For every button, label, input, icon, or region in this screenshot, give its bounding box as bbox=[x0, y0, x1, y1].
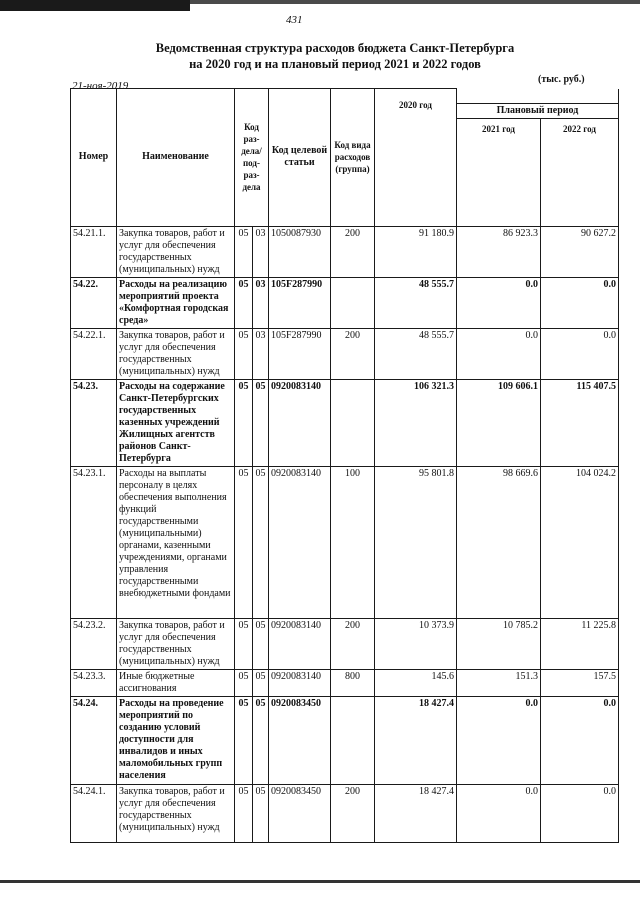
row-value-2020: 48 555.7 bbox=[375, 277, 457, 328]
row-kind-code: 800 bbox=[331, 669, 375, 696]
row-target-code: 0920083140 bbox=[269, 669, 331, 696]
row-value-2021: 98 669.6 bbox=[457, 466, 541, 618]
header-section-code: Код раз-дела/ под-раз-дела bbox=[235, 89, 269, 227]
row-subsection: 05 bbox=[253, 784, 269, 842]
row-kind-code: 200 bbox=[331, 618, 375, 669]
table-row bbox=[71, 696, 619, 784]
row-kind-code: 200 bbox=[331, 784, 375, 842]
table-row bbox=[71, 618, 619, 669]
row-subsection: 05 bbox=[253, 379, 269, 466]
page-title bbox=[100, 40, 570, 72]
row-kind-code bbox=[331, 277, 375, 328]
row-subsection: 03 bbox=[253, 226, 269, 277]
row-name: Иные бюджетные ассигнования bbox=[117, 669, 235, 696]
row-value-2020: 18 427.4 bbox=[375, 696, 457, 784]
header-2021: 2021 год bbox=[457, 118, 541, 226]
row-kind-code bbox=[331, 696, 375, 784]
row-subsection: 03 bbox=[253, 328, 269, 379]
row-subsection: 03 bbox=[253, 277, 269, 328]
header-plan-period: Плановый период bbox=[457, 103, 619, 118]
row-kind-code: 200 bbox=[331, 226, 375, 277]
table-row bbox=[71, 379, 619, 466]
header-name: Наименование bbox=[117, 89, 235, 227]
header-2020: 2020 год bbox=[375, 89, 457, 227]
row-value-2021: 109 606.1 bbox=[457, 379, 541, 466]
row-target-code: 0920083140 bbox=[269, 379, 331, 466]
row-value-2022: 90 627.2 bbox=[541, 226, 619, 277]
row-target-code: 105F287990 bbox=[269, 277, 331, 328]
page-number: 431 bbox=[286, 14, 303, 26]
title-line-2: на 2020 год и на плановый период 2021 и 2022 годов bbox=[189, 57, 481, 71]
row-number: 54.23. bbox=[71, 379, 117, 466]
row-value-2020: 95 801.8 bbox=[375, 466, 457, 618]
row-name: Закупка товаров, работ и услуг для обеспечения государственных (муниципальных) нужд bbox=[117, 784, 235, 842]
row-section: 05 bbox=[235, 784, 253, 842]
row-number: 54.22.1. bbox=[71, 328, 117, 379]
units-label: (тыс. руб.) bbox=[538, 74, 585, 85]
row-value-2021: 151.3 bbox=[457, 669, 541, 696]
table-row bbox=[71, 669, 619, 696]
table-body bbox=[71, 226, 619, 842]
row-value-2020: 106 321.3 bbox=[375, 379, 457, 466]
row-value-2021: 0.0 bbox=[457, 696, 541, 784]
row-section: 05 bbox=[235, 226, 253, 277]
row-subsection: 05 bbox=[253, 618, 269, 669]
row-target-code: 0920083140 bbox=[269, 466, 331, 618]
row-section: 05 bbox=[235, 466, 253, 618]
row-number: 54.23.3. bbox=[71, 669, 117, 696]
row-number: 54.23.2. bbox=[71, 618, 117, 669]
table-row bbox=[71, 226, 619, 277]
row-section: 05 bbox=[235, 328, 253, 379]
row-value-2022: 0.0 bbox=[541, 784, 619, 842]
row-kind-code: 200 bbox=[331, 328, 375, 379]
row-number: 54.21.1. bbox=[71, 226, 117, 277]
header-number: Номер bbox=[71, 89, 117, 227]
row-name: Расходы на выплаты персоналу в целях обеспечения выполнения функций государственными (муниципальными) органами, казенными учреждениями, органами управления государственными внебюджетными фондами bbox=[117, 466, 235, 618]
row-section: 05 bbox=[235, 379, 253, 466]
row-value-2020: 48 555.7 bbox=[375, 328, 457, 379]
row-section: 05 bbox=[235, 618, 253, 669]
row-target-code: 1050087930 bbox=[269, 226, 331, 277]
header-plan-spacer bbox=[457, 89, 619, 104]
document-date: 21-ноя-2019 bbox=[72, 80, 129, 92]
row-number: 54.24. bbox=[71, 696, 117, 784]
row-value-2020: 145.6 bbox=[375, 669, 457, 696]
row-subsection: 05 bbox=[253, 466, 269, 618]
row-section: 05 bbox=[235, 277, 253, 328]
row-value-2022: 11 225.8 bbox=[541, 618, 619, 669]
row-subsection: 05 bbox=[253, 696, 269, 784]
header-2022: 2022 год bbox=[541, 118, 619, 226]
title-line-1: Ведомственная структура расходов бюджета Санкт-Петербурга bbox=[155, 41, 515, 55]
row-target-code: 0920083450 bbox=[269, 784, 331, 842]
scan-edge-mark bbox=[190, 0, 640, 4]
row-value-2021: 10 785.2 bbox=[457, 618, 541, 669]
table-row bbox=[71, 466, 619, 618]
row-value-2020: 18 427.4 bbox=[375, 784, 457, 842]
row-target-code: 105F287990 bbox=[269, 328, 331, 379]
row-kind-code bbox=[331, 379, 375, 466]
row-value-2020: 91 180.9 bbox=[375, 226, 457, 277]
row-kind-code: 100 bbox=[331, 466, 375, 618]
scan-edge-mark bbox=[0, 880, 640, 883]
row-value-2022: 0.0 bbox=[541, 696, 619, 784]
row-value-2021: 0.0 bbox=[457, 328, 541, 379]
row-name: Закупка товаров, работ и услуг для обеспечения государственных (муниципальных) нужд bbox=[117, 618, 235, 669]
row-number: 54.22. bbox=[71, 277, 117, 328]
table-row bbox=[71, 328, 619, 379]
header-target-code: Код целевой статьи bbox=[269, 89, 331, 227]
row-value-2022: 157.5 bbox=[541, 669, 619, 696]
row-name: Закупка товаров, работ и услуг для обеспечения государственных (муниципальных) нужд bbox=[117, 328, 235, 379]
row-value-2022: 0.0 bbox=[541, 277, 619, 328]
row-value-2021: 0.0 bbox=[457, 277, 541, 328]
row-target-code: 0920083450 bbox=[269, 696, 331, 784]
row-value-2022: 0.0 bbox=[541, 328, 619, 379]
row-name: Расходы на содержание Санкт-Петербургских государственных казенных учреждений Жилищных агентств районов Санкт-Петербурга bbox=[117, 379, 235, 466]
row-number: 54.24.1. bbox=[71, 784, 117, 842]
row-target-code: 0920083140 bbox=[269, 618, 331, 669]
header-kind-code: Код вида расходов (группа) bbox=[331, 89, 375, 227]
row-number: 54.23.1. bbox=[71, 466, 117, 618]
budget-table bbox=[70, 88, 619, 843]
scan-edge-mark bbox=[0, 0, 190, 11]
row-subsection: 05 bbox=[253, 669, 269, 696]
row-value-2021: 0.0 bbox=[457, 784, 541, 842]
table-row bbox=[71, 784, 619, 842]
row-name: Расходы на проведение мероприятий по созданию условий доступности для инвалидов и иных маломобильных групп населения bbox=[117, 696, 235, 784]
row-value-2020: 10 373.9 bbox=[375, 618, 457, 669]
row-value-2022: 104 024.2 bbox=[541, 466, 619, 618]
row-section: 05 bbox=[235, 669, 253, 696]
row-value-2021: 86 923.3 bbox=[457, 226, 541, 277]
table-row bbox=[71, 277, 619, 328]
row-name: Закупка товаров, работ и услуг для обеспечения государственных (муниципальных) нужд bbox=[117, 226, 235, 277]
row-value-2022: 115 407.5 bbox=[541, 379, 619, 466]
row-name: Расходы на реализацию мероприятий проекта «Комфортная городская среда» bbox=[117, 277, 235, 328]
row-section: 05 bbox=[235, 696, 253, 784]
